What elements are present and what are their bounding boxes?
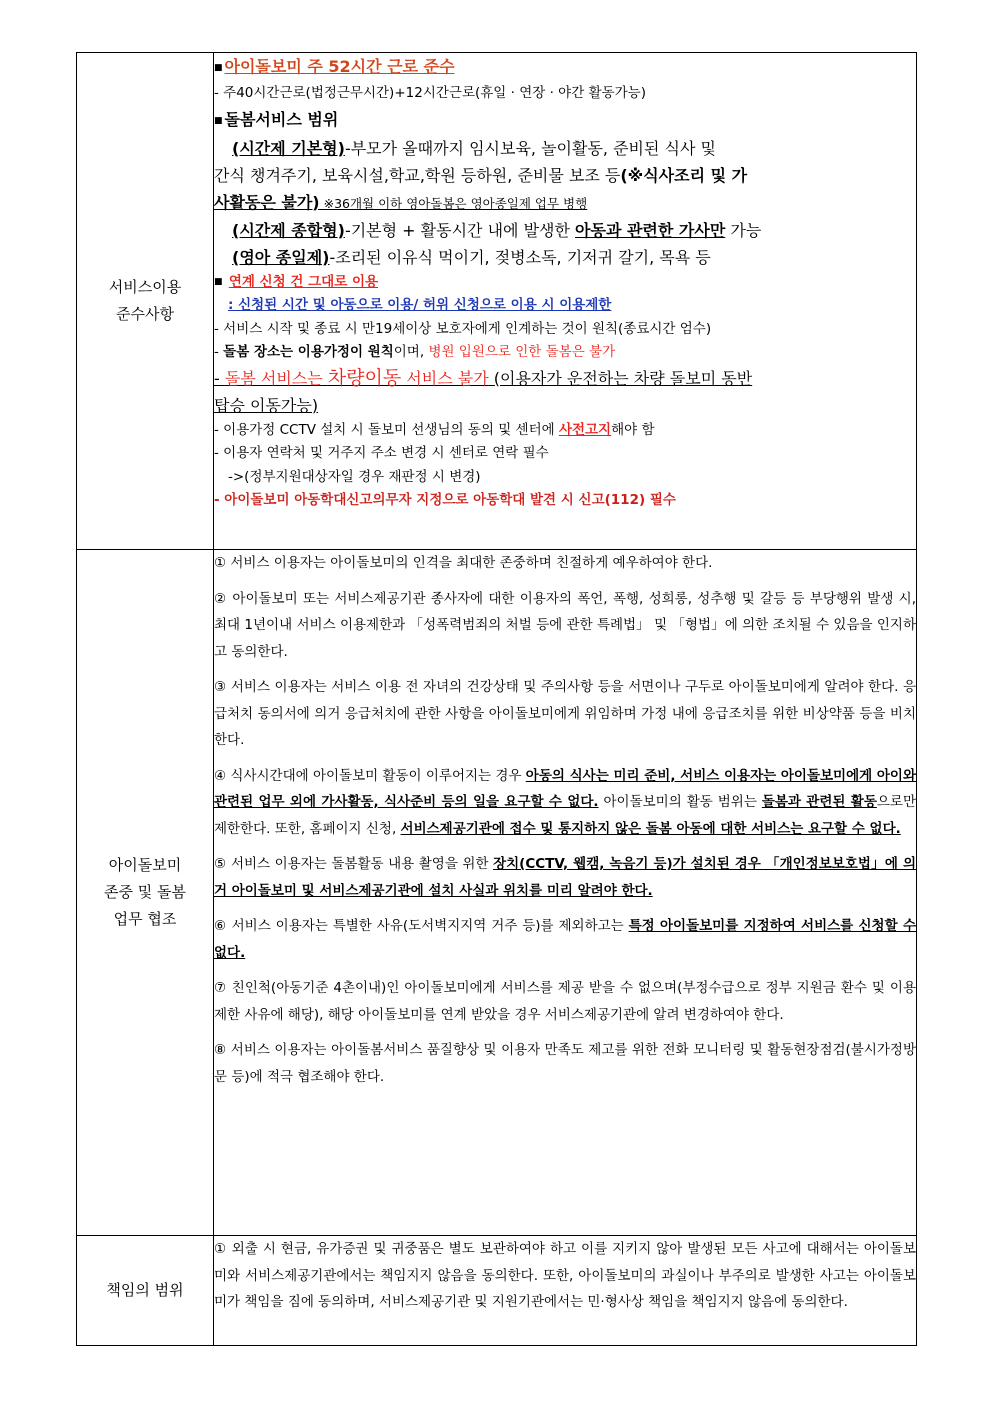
section-content-service-rules	[214, 53, 917, 550]
section-service-rules	[77, 53, 917, 550]
terms-table	[76, 52, 917, 1346]
label-line: 존중 및 돌봄	[104, 883, 186, 901]
section-label-service-rules	[77, 53, 214, 550]
clause-7: ⑦ 친인척(아동기준 4촌이내)인 아이돌보미에게 서비스를 제공 받을 수 없으며(부정수급으로 정부 지원금 환수 및 이용제한 사유에 해당), 해당 아이돌보미를 연계 받았을 경우 서비스제공기관에 알려 변경하여야 한다.	[214, 980, 916, 1023]
heading-52-hours: ■ 아이돌보미 주 52시간 근로 준수	[214, 57, 455, 76]
rule-line: - 서비스 시작 및 종료 시 만19세이상 보호자에게 인계하는 것이 원칙(종료시간 엄수)	[214, 320, 712, 337]
section-label-respect-cooperation	[77, 550, 214, 1236]
label-line: 준수사항	[116, 305, 174, 323]
rule-line: ->(정부지원대상자일 경우 재판정 시 변경)	[228, 468, 481, 485]
clause-1: ① 서비스 이용자는 아이돌보미의 인격을 최대한 존중하며 친절하게 예우하여야 한다.	[214, 555, 713, 571]
square-bullet-icon: ■	[214, 276, 223, 287]
clause-3: ③ 서비스 이용자는 서비스 이용 전 자녀의 건강상태 및 주의사항 등을 서면이나 구두로 아이돌보미에게 알려야 한다. 응급처치 동의서에 의거 응급처치에 관한 사항을 아이돌보미에게 위임하며 가정 내에 응급조치를 위한 비상약품 등을 비치한다.	[214, 679, 916, 748]
heading-care-scope: ■ 돌봄서비스 범위	[214, 109, 339, 129]
clause-2: ② 아이돌보미 또는 서비스제공기관 종사자에 대한 이용자의 폭언, 폭행, 성희롱, 성추행 및 갈등 등 부당행위 발생 시, 최대 1년이내 서비스 이용제한과 「성폭력범죄의 처벌 등에 관한 특례법」 및 「형법」에 의한 조치될 수 있음을 인지하고 동의한다.	[214, 590, 916, 660]
rule-line: (영아 종일제)-조리된 이유식 먹이기, 젖병소독, 기저귀 갈기, 목욕 등	[232, 247, 711, 267]
rule-line: (시간제 기본형)-부모가 올때까지 임시보육, 놀이활동, 준비된 식사 및	[232, 138, 716, 158]
clause-liability-1: ① 외출 시 현금, 유가증권 및 귀중품은 별도 보관하여야 하고 이를 지키지 않아 발생된 모든 사고에 대해서는 아이돌보미와 서비스제공기관에서는 책임지지 않음을 동의한다. 또한, 아이돌보미의 과실이나 부주의로 발생한 사고는 아이돌보미가 책임을 짐에 동의하며, 서비스제공기관 및 지원기관에서는 민·형사상 책임을 책임지지 않음에 동의한다.	[214, 1241, 916, 1310]
rule-line: - 이용자 연락처 및 거주지 주소 변경 시 센터로 연락 필수	[214, 445, 549, 461]
rule-line: - 아이돌보미 아동학대신고의무자 지정으로 아동학대 발견 시 신고(112) 필수	[214, 492, 676, 508]
heading-as-requested: ■ 연계 신청 건 그대로 이용	[214, 273, 379, 290]
rule-line: 간식 챙겨주기, 보육시설,학교,학원 등하원, 준비물 보조 등(※식사조리 및 가	[214, 165, 748, 185]
section-respect-cooperation	[77, 550, 917, 1236]
clause-4: ④ 식사시간대에 아이돌보미 활동이 이루어지는 경우 아동의 식사는 미리 준비, 서비스 이용자는 아이돌보미에게 아이와 관련된 업무 외에 가사활동, 식사준비 등의 일을 요구할 수 없다. 아이돌보미의 활동 범위는 돌봄과 관련된 활동으로만 제한한다. 또한, 홈페이지 신청, 서비스제공기관에 접수 및 통지하지 않은 돌봄 아동에 대한 서비스는 요구할 수 없다.	[214, 767, 916, 837]
rule-line: 사활동은 불가) ※36개월 이하 영아돌봄은 영아종일제 업무 병행	[214, 192, 588, 212]
section-content-liability	[214, 1236, 917, 1346]
rule-line: 탑승 이동가능)	[214, 395, 319, 415]
rule-line: - 돌봄 서비스는 차량이동 서비스 불가 (이용자가 운전하는 차량 돌보미 동반	[214, 366, 753, 389]
square-bullet-icon: ■	[214, 63, 223, 73]
rule-line: (시간제 종합형)-기본형 + 활동시간 내에 발생한 아동과 관련한 가사만 가능	[232, 220, 762, 240]
section-liability	[77, 1236, 917, 1346]
rule-line: - 돌봄 장소는 이용가정이 원칙이며, 병원 입원으로 인한 돌봄은 불가	[214, 344, 616, 360]
rule-line: - 이용가정 CCTV 설치 시 돌보미 선생님의 동의 및 센터에 사전고지해야 함	[214, 421, 655, 438]
label-line: 업무 협조	[113, 910, 177, 928]
rule-line: : 신청된 시간 및 아동으로 이용/ 허위 신청으로 이용 시 이용제한	[228, 297, 612, 313]
section-content-respect-cooperation	[214, 550, 917, 1236]
section-label-liability: 책임의 범위	[77, 1236, 214, 1346]
clause-8: ⑧ 서비스 이용자는 아이돌봄서비스 품질향상 및 이용자 만족도 제고를 위한 전화 모니터링 및 활동현장점검(불시가정방문 등)에 적극 협조해야 한다.	[214, 1042, 916, 1085]
label-line: 서비스이용	[108, 278, 182, 296]
label-line: 아이돌보미	[108, 856, 182, 874]
square-bullet-icon: ■	[214, 115, 223, 126]
rule-line: - 주40시간근로(법정근무시간)+12시간근로(휴일 · 연장 · 야간 활동가능)	[214, 85, 646, 101]
clause-6: ⑥ 서비스 이용자는 특별한 사유(도서벽지지역 거주 등)를 제외하고는 특정 아이돌보미를 지정하여 서비스를 신청할 수 없다.	[214, 918, 916, 961]
clause-5: ⑤ 서비스 이용자는 돌봄활동 내용 촬영을 위한 장치(CCTV, 웹캠, 녹음기 등)가 설치된 경우 「개인정보보호법」에 의거 아이돌보미 및 서비스제공기관에 설치 사실과 위치를 미리 알려야 한다.	[214, 856, 916, 899]
